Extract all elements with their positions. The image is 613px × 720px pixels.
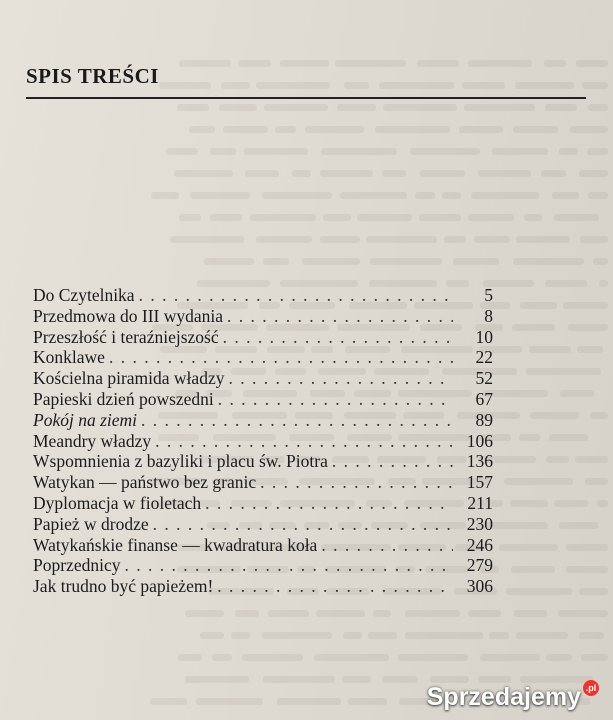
toc-entry (33, 306, 493, 327)
toc-entry-page: 246 (466, 534, 493, 555)
toc-leader-dots (205, 493, 453, 514)
toc-entry-page: 106 (466, 430, 493, 451)
toc-leader-dots (227, 306, 453, 327)
toc-entry (33, 493, 493, 514)
toc-leader-dots (223, 327, 453, 348)
toc-entry-title: Pokój na ziemi (33, 409, 138, 430)
toc-entry-page: 8 (484, 305, 493, 326)
toc-entry-title: Wspomnienia z bazyliki i placu św. Piotra (33, 451, 328, 472)
toc-leader-dots (141, 410, 453, 431)
toc-entry-page: 230 (466, 513, 493, 534)
toc-entry (33, 410, 493, 431)
toc-entry-page: 67 (475, 388, 493, 409)
toc-entry-title: Kościelna piramida władzy (33, 368, 225, 389)
toc-entry-title: Watykańskie finanse — kwadratura koła (33, 534, 318, 555)
toc-leader-dots (155, 431, 453, 452)
toc-leader-dots (153, 514, 453, 535)
toc-entry-title: Przeszłość i teraźniejszość (33, 326, 219, 347)
table-of-contents (33, 285, 493, 597)
toc-entry (33, 285, 493, 306)
toc-entry-title: Poprzednicy (33, 555, 121, 576)
toc-entry-title: Meandry władzy (33, 430, 152, 451)
toc-entry-title: Konklawe (33, 347, 105, 368)
watermark-suffix: .pl (583, 680, 599, 696)
toc-entry (33, 555, 493, 576)
toc-entry-page: 89 (475, 409, 493, 430)
toc-entry-title: Do Czytelnika (33, 285, 135, 305)
watermark-text: Sprzedajemy (426, 683, 581, 711)
toc-leader-dots (109, 347, 453, 368)
toc-leader-dots (217, 576, 453, 597)
toc-leader-dots (139, 285, 453, 306)
title-rule (26, 97, 586, 99)
toc-entry-title: Papież w drodze (33, 513, 149, 534)
toc-entry-page: 52 (475, 368, 493, 389)
toc-leader-dots (260, 472, 453, 493)
toc-leader-dots (228, 368, 453, 389)
toc-entry-title: Przedmowa do III wydania (33, 305, 224, 326)
toc-entry (33, 389, 493, 410)
toc-leader-dots (321, 535, 453, 556)
toc-entry-page: 10 (475, 326, 493, 347)
toc-entry (33, 514, 493, 535)
toc-entry (33, 576, 493, 597)
toc-entry-page: 157 (466, 472, 493, 493)
toc-entry-title: Watykan — państwo bez granic (33, 472, 257, 493)
toc-entry (33, 368, 493, 389)
toc-leader-dots (332, 451, 453, 472)
toc-entry-page: 306 (466, 576, 493, 597)
toc-entry-page: 5 (484, 285, 493, 305)
page-title: SPIS TREŚCI (26, 64, 159, 88)
toc-entry-page: 22 (475, 347, 493, 368)
toc-entry (33, 327, 493, 348)
toc-leader-dots (124, 555, 453, 576)
toc-entry-page: 279 (466, 555, 493, 576)
toc-entry-page: 211 (467, 492, 493, 513)
toc-entry (33, 535, 493, 556)
toc-entry-title: Dyplomacja w fioletach (33, 492, 202, 513)
toc-entry (33, 472, 493, 493)
toc-entry-title: Papieski dzień powszedni (33, 388, 214, 409)
toc-entry (33, 431, 493, 452)
toc-entry (33, 451, 493, 472)
toc-entry-page: 136 (466, 451, 493, 472)
sprzedajemy-watermark-logo (427, 683, 599, 712)
toc-entry (33, 347, 493, 368)
toc-entry-title: Jak trudno być papieżem! (33, 576, 214, 597)
toc-leader-dots (218, 389, 453, 410)
